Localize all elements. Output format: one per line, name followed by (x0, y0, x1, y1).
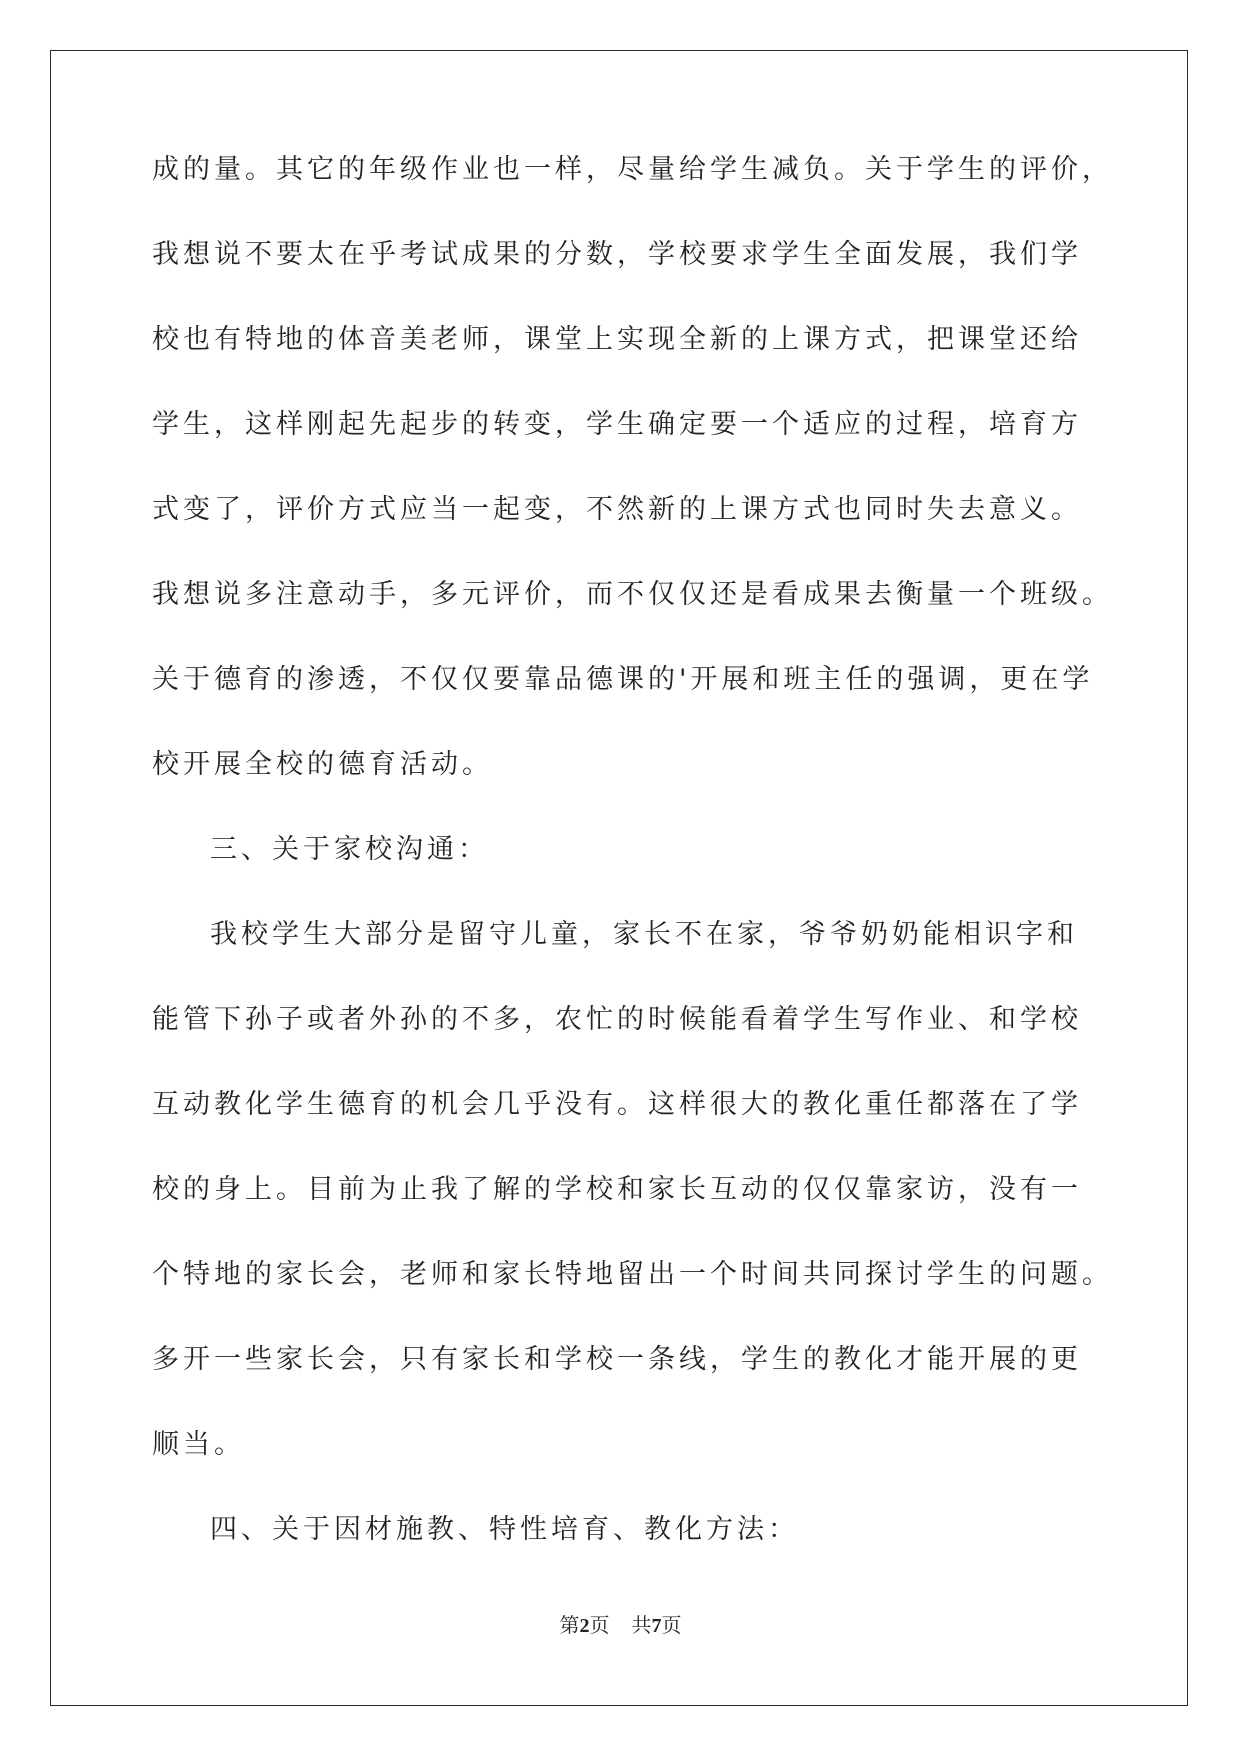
paragraph-line-8: 校开展全校的德育活动。 (152, 749, 493, 780)
footer-total-pages: 7 (651, 1615, 662, 1637)
paragraph-line-1: 成的量。其它的年级作业也一样，尽量给学生减负。关于学生的评价， (152, 154, 1113, 185)
paragraph-line-4: 学生，这样刚起先起步的转变，学生确定要一个适应的过程，培育方 (152, 409, 1082, 440)
footer-page-suffix: 页 (589, 1613, 610, 1637)
footer-page-number: 2 (579, 1615, 590, 1637)
paragraph-line-13: 校的身上。目前为止我了解的学校和家长互动的仅仅靠家访，没有一 (152, 1174, 1082, 1205)
document-body (152, 148, 1113, 1593)
paragraph-line-5: 式变了，评价方式应当一起变，不然新的上课方式也同时失去意义。 (152, 494, 1082, 525)
footer-page-prefix: 第 (559, 1613, 580, 1637)
paragraph-line-14: 个特地的家长会，老师和家长特地留出一个时间共同探讨学生的问题。 (152, 1259, 1113, 1290)
paragraph-line-7: 关于德育的渗透，不仅仅要靠品德课的'开展和班主任的强调，更在学 (152, 664, 1094, 695)
paragraph-line-15: 多开一些家长会，只有家长和学校一条线，学生的教化才能开展的更 (152, 1344, 1082, 1375)
section-heading-3: 三、关于家校沟通： (210, 834, 489, 865)
section-heading-4: 四、关于因材施教、特性培育、教化方法： (210, 1514, 799, 1545)
page-footer (0, 1609, 1241, 1638)
paragraph-line-12: 互动教化学生德育的机会几乎没有。这样很大的教化重任都落在了学 (152, 1089, 1082, 1120)
paragraph-line-16: 顺当。 (152, 1429, 245, 1460)
paragraph-line-6: 我想说多注意动手，多元评价，而不仅仅还是看成果去衡量一个班级。 (152, 579, 1113, 610)
paragraph-line-2: 我想说不要太在乎考试成果的分数，学校要求学生全面发展，我们学 (152, 239, 1082, 270)
paragraph-line-10: 我校学生大部分是留守儿童，家长不在家，爷爷奶奶能相识字和 (210, 919, 1078, 950)
paragraph-line-11: 能管下孙子或者外孙的不多，农忙的时候能看着学生写作业、和学校 (152, 1004, 1082, 1035)
footer-total-prefix: 共 (631, 1613, 652, 1637)
paragraph-line-3: 校也有特地的体音美老师，课堂上实现全新的上课方式，把课堂还给 (152, 324, 1082, 355)
footer-total-suffix: 页 (661, 1613, 682, 1637)
